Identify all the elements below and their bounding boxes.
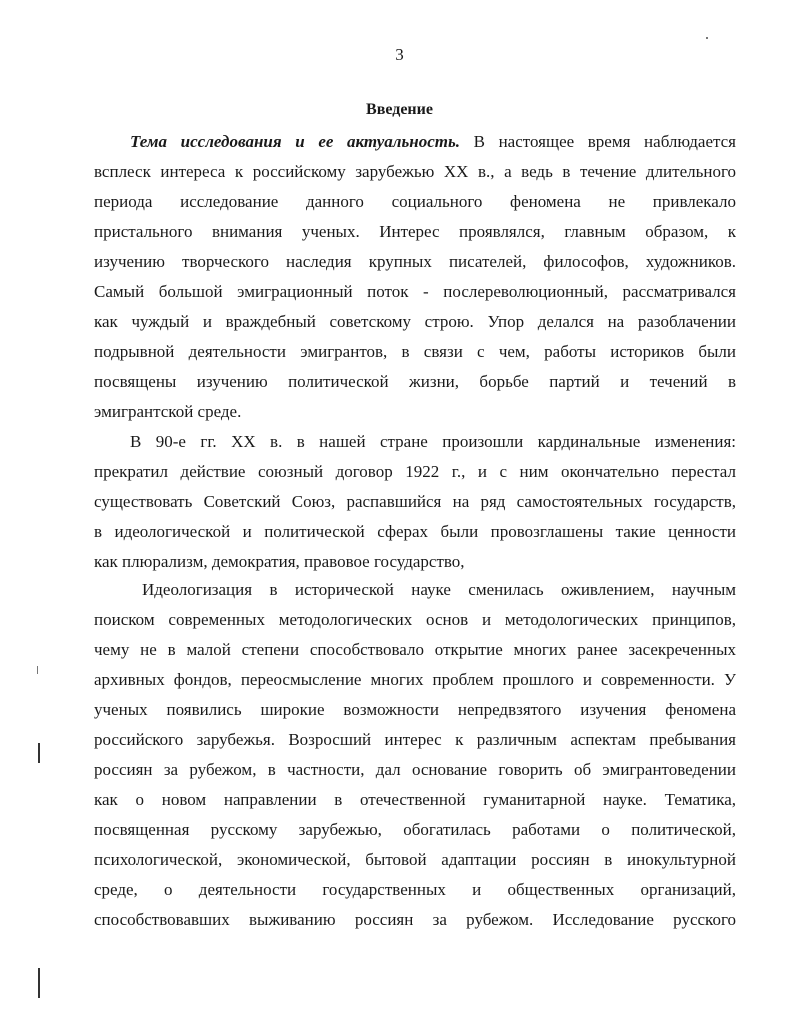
lead-phrase: Тема исследования и ее актуальность. — [130, 132, 460, 151]
scan-artifact — [38, 968, 40, 998]
text-line: всплеск интереса к российскому зарубежью XX в., а ведь в течение длительного — [94, 162, 736, 181]
text-line: прекратил действие союзный договор 1922 г., и с ним окончательно перестал — [94, 462, 736, 481]
text-line: способствовавших выживанию россиян за рубежом. Исследование русского — [94, 910, 736, 929]
scan-artifact — [37, 666, 38, 674]
text-line: Тема исследования и ее актуальность. В настоящее время наблюдается — [130, 132, 736, 151]
paragraph-3 — [94, 575, 736, 935]
text-line: пристального внимания ученых. Интерес проявлялся, главным образом, к — [94, 222, 736, 241]
text-line: поиском современных методологических основ и методологических принципов, — [94, 610, 736, 629]
text-line: архивных фондов, переосмысление многих проблем прошлого и современности. У — [94, 670, 736, 689]
text-line: как о новом направлении в отечественной гуманитарной науке. Тематика, — [94, 790, 736, 809]
text-line: россиян за рубежом, в частности, дал основание говорить об эмигрантоведении — [94, 760, 736, 779]
text-line: среде, о деятельности государственных и общественных организаций, — [94, 880, 736, 899]
text-line: в идеологической и политической сферах были провозглашены такие ценности — [94, 522, 736, 541]
text-line: как плюрализм, демократия, правовое государство, — [94, 552, 465, 571]
text-line: изучению творческого наследия крупных писателей, философов, художников. — [94, 252, 736, 271]
text-line: существовать Советский Союз, распавшийся на ряд самостоятельных государств, — [94, 492, 736, 511]
paragraph-2 — [94, 427, 736, 577]
text-line: посвящены изучению политической жизни, борьбе партий и течений в — [94, 372, 736, 391]
text-line: эмигрантской среде. — [94, 402, 242, 421]
text-line: Идеологизация в исторической науке сменилась оживлением, научным — [142, 580, 736, 599]
text-line: российского зарубежья. Возросший интерес к различным аспектам пребывания — [94, 730, 736, 749]
page-number: 3 — [395, 45, 404, 64]
section-heading: Введение — [366, 101, 433, 118]
text-line: чему не в малой степени способствовало открытие многих ранее засекреченных — [94, 640, 736, 659]
text-line: ученых появились широкие возможности непредвзятого изучения феномена — [94, 700, 736, 719]
text-line: Самый большой эмиграционный поток - послереволюционный, рассматривался — [94, 282, 736, 301]
text-line: В 90-е гг. XX в. в нашей стране произошли кардинальные изменения: — [130, 432, 736, 451]
text-line: периода исследование данного социального феномена не привлекало — [94, 192, 736, 211]
scan-artifact — [706, 37, 708, 39]
text-line: подрывной деятельности эмигрантов, в связи с чем, работы историков были — [94, 342, 736, 361]
scan-artifact — [38, 743, 40, 763]
text-line: посвященная русскому зарубежью, обогатилась работами о политической, — [94, 820, 736, 839]
text-line: психологической, экономической, бытовой адаптации россиян в инокультурной — [94, 850, 736, 869]
text-line: как чуждый и враждебный советскому строю. Упор делался на разоблачении — [94, 312, 736, 331]
paragraph-1 — [94, 127, 736, 427]
